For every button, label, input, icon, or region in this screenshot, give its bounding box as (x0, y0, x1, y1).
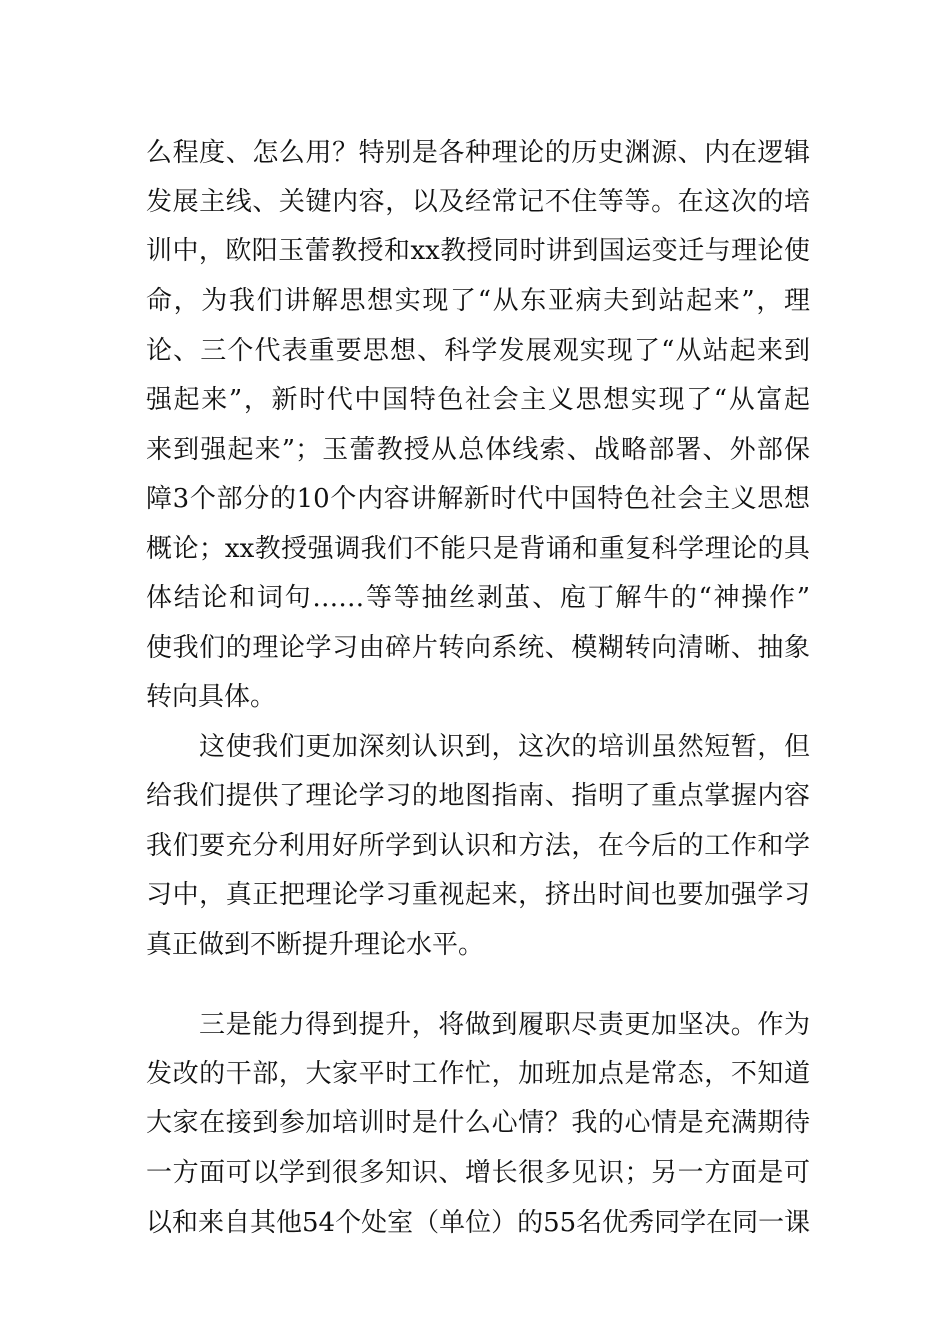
text-line: 三是能力得到提升，将做到履职尽责更加坚决。作为 (199, 1010, 810, 1040)
text-line: 这使我们更加深刻认识到，这次的培训虽然短暂，但 (199, 732, 810, 762)
text-line: 命，为我们讲解思想实现了“从东亚病夫到站起来”，理 (146, 286, 810, 316)
text-line: 么程度、怎么用？特别是各种理论的历史渊源、内在逻辑 (146, 138, 810, 168)
text-line: 习中，真正把理论学习重视起来，挤出时间也要加强学习 (146, 880, 810, 910)
text-line: 论、三个代表重要思想、科学发展观实现了“从站起来到 (146, 336, 810, 366)
text-line: 一方面可以学到很多知识、增长很多见识；另一方面是可 (146, 1158, 810, 1188)
text-line: 给我们提供了理论学习的地图指南、指明了重点掌握内容 (146, 781, 810, 811)
text-line: 发展主线、关键内容，以及经常记不住等等。在这次的培 (146, 187, 810, 217)
text-line: 训中，欧阳玉蕾教授和xx教授同时讲到国运变迁与理论使 (146, 236, 810, 266)
text-line: 概论；xx教授强调我们不能只是背诵和重复科学理论的具 (146, 534, 810, 564)
text-line: 转向具体。 (146, 682, 277, 712)
text-line: 真正做到不断提升理论水平。 (146, 930, 485, 960)
text-line: 使我们的理论学习由碎片转向系统、模糊转向清晰、抽象 (146, 633, 810, 663)
text-line: 障3个部分的10个内容讲解新时代中国特色社会主义思想 (146, 484, 810, 514)
text-line: 来到强起来”；玉蕾教授从总体线索、战略部署、外部保 (146, 435, 810, 465)
text-line: 大家在接到参加培训时是什么心情？我的心情是充满期待 (146, 1108, 810, 1138)
text-line: 我们要充分利用好所学到认识和方法，在今后的工作和学 (146, 831, 810, 861)
text-line: 发改的干部，大家平时工作忙，加班加点是常态，不知道 (146, 1059, 810, 1089)
text-line: 强起来”，新时代中国特色社会主义思想实现了“从富起 (146, 385, 810, 415)
text-line: 以和来自其他54个处室（单位）的55名优秀同学在同一课 (146, 1208, 811, 1238)
text-line: 体结论和词句……等等抽丝剥茧、庖丁解牛的“神操作” (146, 583, 810, 613)
